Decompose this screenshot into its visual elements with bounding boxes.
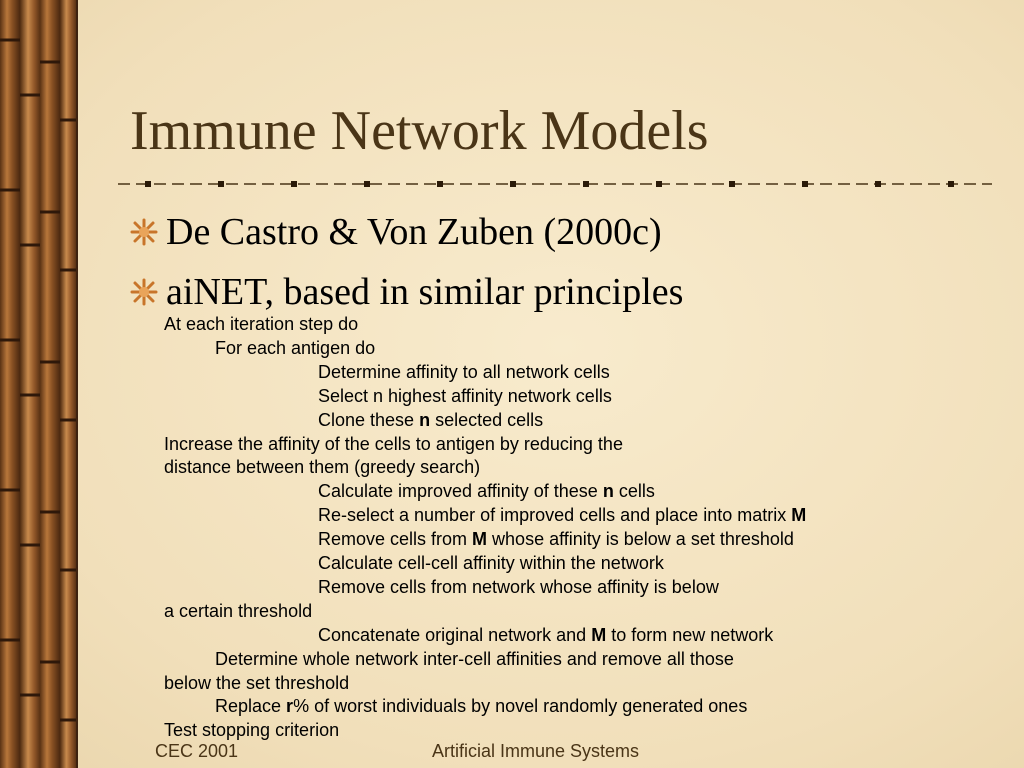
algorithm-line — [318, 623, 773, 647]
title-divider — [118, 176, 992, 192]
line-text: to form new network — [606, 624, 774, 645]
algorithm-line — [318, 384, 612, 408]
divider-marker — [656, 181, 662, 187]
divider-marker — [875, 181, 881, 187]
line-text: below the set threshold — [164, 672, 350, 693]
algorithm-line — [164, 671, 349, 695]
algorithm-line — [318, 503, 806, 527]
algorithm-line — [215, 694, 747, 718]
line-text: Select n highest affinity network cells — [318, 385, 612, 406]
footer-conference: CEC 2001 — [155, 741, 239, 761]
line-text: Clone these — [318, 409, 420, 430]
divider-marker — [729, 181, 735, 187]
algorithm-line — [318, 551, 664, 575]
bold-symbol: n — [419, 409, 431, 430]
algorithm-line — [215, 647, 734, 671]
line-text: Concatenate original network and — [318, 624, 592, 645]
line-text: a certain threshold — [164, 600, 313, 621]
bamboo-border — [0, 0, 78, 768]
bullet-text: aiNET, based in similar principles — [166, 271, 684, 313]
algorithm-line — [318, 360, 610, 384]
divider-marker — [364, 181, 370, 187]
bold-symbol: M — [791, 505, 807, 526]
algorithm-line — [318, 479, 655, 503]
divider-marker — [802, 181, 808, 187]
bold-symbol: M — [591, 624, 607, 645]
algorithm-line — [164, 312, 358, 336]
line-text: Remove cells from network whose affinity is below — [318, 576, 719, 597]
line-text: At each iteration step do — [164, 314, 359, 334]
line-text: Calculate improved affinity of these — [318, 481, 603, 502]
line-text: cells — [613, 481, 655, 502]
line-text: selected cells — [430, 409, 544, 430]
bullet-text: De Castro & Von Zuben (2000c) — [166, 211, 662, 253]
line-text: For each antigen do — [215, 337, 376, 358]
divider-marker — [145, 181, 151, 187]
divider-marker — [291, 181, 297, 187]
divider-marker — [510, 181, 516, 187]
line-text: % of worst individuals by novel randomly generated ones — [293, 696, 748, 717]
algorithm-line — [164, 599, 312, 623]
divider-marker — [218, 181, 224, 187]
divider-marker — [437, 181, 443, 187]
line-text: Test stopping criterion — [164, 720, 340, 741]
algorithm-line — [318, 408, 543, 432]
divider-marker — [583, 181, 589, 187]
algorithm-line — [215, 336, 375, 360]
star-burst-icon — [130, 218, 158, 246]
line-text: Remove cells from — [318, 529, 473, 550]
bullet-item-2 — [130, 268, 683, 316]
line-text: Increase the affinity of the cells to antigen by reducing the — [164, 433, 623, 454]
algorithm-line — [164, 432, 623, 456]
line-text: Determine whole network inter-cell affinities and remove all those — [215, 648, 734, 669]
bold-symbol: r — [286, 696, 294, 717]
star-burst-icon — [130, 278, 158, 306]
line-text: Replace — [215, 696, 287, 717]
line-text: Calculate cell-cell affinity within the network — [318, 553, 664, 573]
algorithm-line — [164, 455, 480, 479]
line-text: Re-select a number of improved cells and place into matrix — [318, 505, 792, 526]
footer-topic: Artificial Immune Systems — [432, 741, 640, 761]
line-text: whose affinity is below a set threshold — [487, 529, 794, 550]
algorithm-line — [318, 575, 719, 599]
algorithm-line — [164, 718, 339, 742]
slide-title: Immune Network Models — [130, 100, 709, 162]
divider-marker — [948, 181, 954, 187]
bullet-item-1 — [130, 208, 662, 256]
line-text: Determine affinity to all network cells — [318, 361, 610, 382]
algorithm-line — [318, 527, 794, 551]
bold-symbol: M — [472, 529, 488, 550]
bold-symbol: n — [602, 481, 614, 502]
line-text: distance between them (greedy search) — [164, 457, 481, 478]
